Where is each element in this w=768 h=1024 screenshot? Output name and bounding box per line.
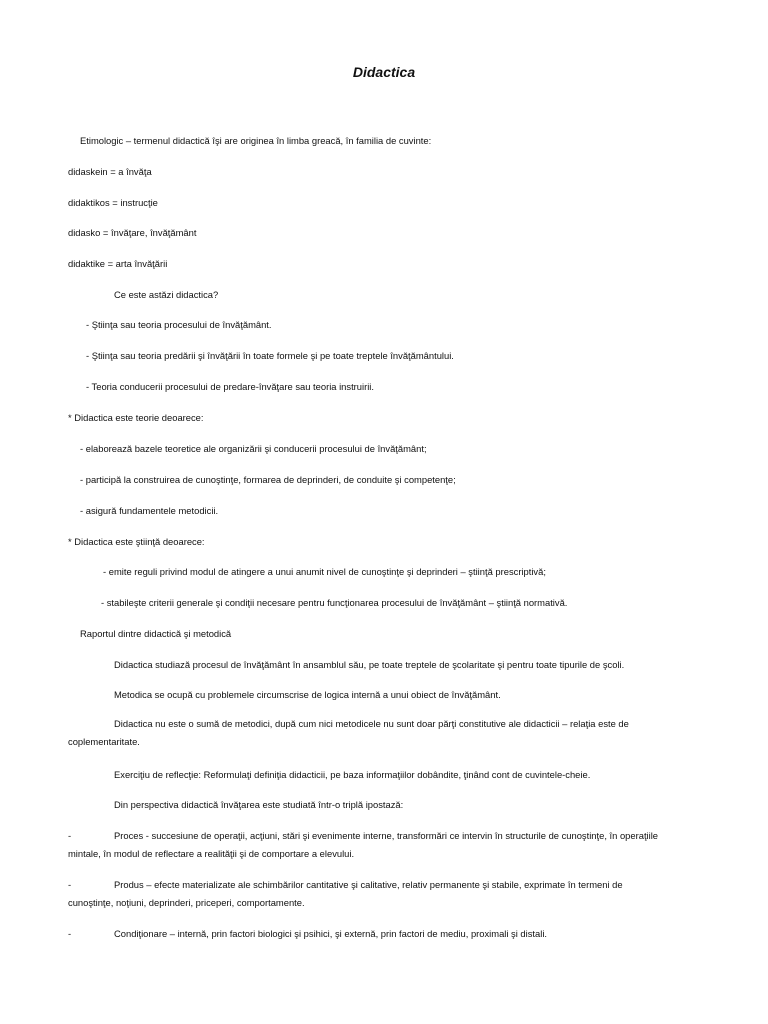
list-item-proces-line-1: Proces - succesiune de operaţii, acţiuni, stări şi evenimente interne, transformări ce intervin în structurile de cunoştinţe, în operaţiile xyxy=(114,830,659,841)
question-heading: Ce este astăzi didactica? xyxy=(114,289,219,300)
teorie-item-1: - elaborează bazele teoretice ale organizării şi conducerii procesului de învăţământ; xyxy=(80,443,427,454)
definition-didaktikos: didaktikos = instrucţie xyxy=(68,197,158,208)
teorie-item-3: - asigură fundamentele metodicii. xyxy=(80,505,219,516)
list-item-produs xyxy=(68,876,710,912)
list-item-proces-line-2: mintale, în modul de reflectare a realităţii şi de comportare a elevului. xyxy=(68,848,355,859)
definition-didaskein: didaskein = a învăţa xyxy=(68,166,152,177)
document-title: Didactica xyxy=(352,64,416,80)
paragraph-exercitiu: Exerciţiu de reflecţie: Reformulaţi definiţia didacticii, pe baza informaţiilor dobândite, ţinând cont de cuvintele-cheie. xyxy=(114,769,591,780)
list-item-proces xyxy=(68,827,710,863)
paragraph-relatie-line-1: Didactica nu este o sumă de metodici, după cum nici metodicele nu sunt doar părţi constitutive ale didacticii – relaţia este de xyxy=(114,718,629,729)
stiinta-item-2: - stabileşte criterii generale şi condiţii necesare pentru funcţionarea procesului de învăţământ – ştiinţă normativă. xyxy=(101,597,568,608)
paragraph-relatie xyxy=(68,715,710,751)
paragraph-metodica: Metodica se ocupă cu problemele circumscrise de logica internă a unui obiect de învăţământ. xyxy=(114,689,501,700)
paragraph-relatie-line-2: coplementaritate. xyxy=(68,736,140,747)
answer-item-3: - Teoria conducerii procesului de predare-învăţare sau teoria instruirii. xyxy=(86,381,374,392)
paragraph-perspectiva: Din perspectiva didactică învăţarea este studiată într-o triplă ipostază: xyxy=(114,799,404,810)
section-stiinta: * Didactica este ştiinţă deoarece: xyxy=(68,536,205,547)
list-item-conditionare xyxy=(68,925,710,943)
list-dash-produs: - xyxy=(68,879,72,890)
teorie-item-2: - participă la construirea de cunoştinţe, formarea de deprinderi, de conduite şi competenţe; xyxy=(80,474,456,485)
paragraph-etimologic: Etimologic – termenul didactică îşi are originea în limba greacă, în familia de cuvinte: xyxy=(80,135,432,146)
answer-item-2: - Ştiinţa sau teoria predării şi învăţării în toate formele şi pe toate treptele învăţământului. xyxy=(86,350,454,361)
section-teorie: * Didactica este teorie deoarece: xyxy=(68,412,204,423)
list-item-conditionare-line-1: Condiţionare – internă, prin factori biologici şi psihici, şi externă, prin factori de mediu, proximali şi distali. xyxy=(114,928,548,939)
definition-didaktike: didaktike = arta învăţării xyxy=(68,258,168,269)
definition-didasko: didasko = învăţare, învăţământ xyxy=(68,227,197,238)
list-dash-proces: - xyxy=(68,830,72,841)
stiinta-item-1: - emite reguli privind modul de atingere a unui anumit nivel de cunoştinţe şi deprinderi – ştiinţă prescriptivă; xyxy=(103,566,546,577)
list-dash-conditionare: - xyxy=(68,928,72,939)
paragraph-didactica-studiaza: Didactica studiază procesul de învăţământ în ansamblul său, pe toate treptele de şcolaritate şi pentru toate tipurile de şcoli. xyxy=(114,659,625,670)
section-raport: Raportul dintre didactică şi metodică xyxy=(80,628,232,639)
list-item-produs-line-1: Produs – efecte materializate ale schimbărilor cantitative şi calitative, relativ permanente şi stabile, exprimate în termeni de xyxy=(114,879,623,890)
list-item-produs-line-2: cunoştinţe, noţiuni, deprinderi, priceperi, comportamente. xyxy=(68,897,305,908)
answer-item-1: - Ştiinţa sau teoria procesului de învăţământ. xyxy=(86,319,272,330)
